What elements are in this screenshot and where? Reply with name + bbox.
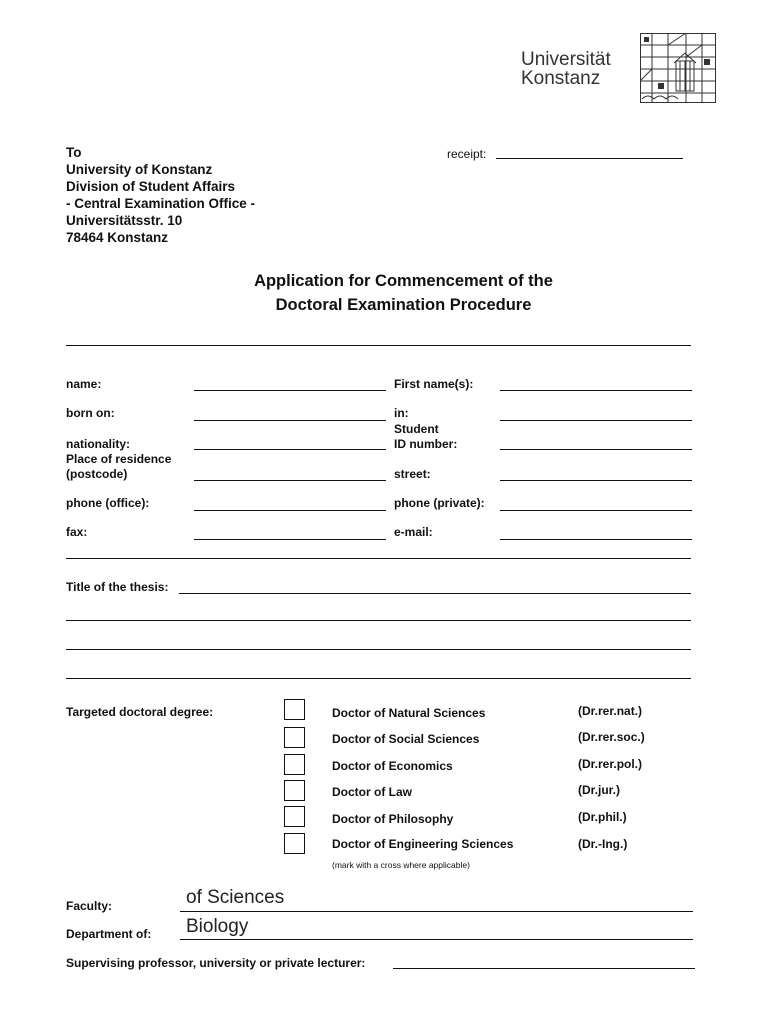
degree-abbr-engineering: (Dr.-Ing.)	[578, 837, 628, 851]
email-label: e-mail:	[394, 525, 433, 539]
address-university: University of Konstanz	[66, 162, 213, 177]
degree-option-philosophy: Doctor of Philosophy	[332, 812, 454, 826]
born-on-field[interactable]	[194, 420, 386, 421]
address-city: 78464 Konstanz	[66, 230, 169, 245]
degree-abbr-social-sciences: (Dr.rer.soc.)	[578, 730, 645, 744]
postcode-field[interactable]	[194, 480, 386, 481]
thesis-title-line-4[interactable]	[66, 678, 691, 679]
phone-private-field[interactable]	[500, 510, 692, 511]
university-logo-line1: Universität	[521, 49, 611, 70]
title-divider	[66, 345, 691, 346]
nationality-field[interactable]	[194, 449, 386, 450]
first-names-field[interactable]	[500, 390, 692, 391]
degree-option-economics: Doctor of Economics	[332, 759, 453, 773]
address-to: To	[66, 145, 82, 160]
address-division: Division of Student Affairs	[66, 179, 236, 194]
phone-office-label: phone (office):	[66, 496, 150, 510]
faculty-value[interactable]: of Sciences	[186, 887, 285, 908]
student-id-label-line2: ID number:	[394, 437, 458, 451]
department-field[interactable]	[180, 939, 693, 940]
degree-abbr-law: (Dr.jur.)	[578, 783, 621, 797]
degree-option-natural-sciences: Doctor of Natural Sciences	[332, 706, 486, 720]
name-label: name:	[66, 377, 102, 391]
degree-option-engineering: Doctor of Engineering Sciences	[332, 837, 514, 851]
faculty-field[interactable]	[180, 911, 693, 912]
fax-field[interactable]	[194, 539, 386, 540]
faculty-label: Faculty:	[66, 899, 113, 913]
phone-office-field[interactable]	[194, 510, 386, 511]
thesis-title-line-2[interactable]	[66, 620, 691, 621]
thesis-title-line-3[interactable]	[66, 649, 691, 650]
address-office: - Central Examination Office -	[66, 196, 256, 211]
degree-checkbox-engineering[interactable]	[284, 833, 305, 854]
degree-abbr-natural-sciences: (Dr.rer.nat.)	[578, 704, 643, 718]
degree-checkbox-economics[interactable]	[284, 754, 305, 775]
degree-label: Targeted doctoral degree:	[66, 705, 214, 719]
thesis-title-label: Title of the thesis:	[66, 580, 169, 594]
degree-checkbox-social-sciences[interactable]	[284, 727, 305, 748]
supervisor-field[interactable]	[393, 968, 695, 969]
student-id-label-line1: Student	[394, 422, 439, 436]
degree-abbr-philosophy: (Dr.phil.)	[578, 810, 627, 824]
name-field[interactable]	[194, 390, 386, 391]
section-divider	[66, 558, 691, 559]
form-title-line2: Doctoral Examination Procedure	[275, 296, 532, 314]
degree-checkbox-law[interactable]	[284, 780, 305, 801]
first-names-label: First name(s):	[394, 377, 474, 391]
supervisor-label: Supervising professor, university or private lecturer:	[66, 956, 366, 970]
degree-checkbox-philosophy[interactable]	[284, 806, 305, 827]
university-logo-icon	[640, 33, 716, 103]
degree-checkbox-natural-sciences[interactable]	[284, 699, 305, 720]
fax-label: fax:	[66, 525, 88, 539]
university-logo-line2: Konstanz	[521, 68, 601, 89]
street-label: street:	[394, 467, 431, 481]
form-title-line1: Application for Commencement of the	[254, 272, 553, 290]
born-on-label: born on:	[66, 406, 115, 420]
birthplace-label: in:	[394, 406, 409, 420]
degree-option-law: Doctor of Law	[332, 785, 412, 799]
street-field[interactable]	[500, 480, 692, 481]
address-street: Universitätsstr. 10	[66, 213, 183, 228]
nationality-label: nationality:	[66, 437, 131, 451]
degree-abbr-economics: (Dr.rer.pol.)	[578, 757, 643, 771]
birthplace-field[interactable]	[500, 420, 692, 421]
email-field[interactable]	[500, 539, 692, 540]
receipt-field[interactable]	[496, 158, 683, 159]
thesis-title-field[interactable]	[179, 593, 691, 594]
degree-option-social-sciences: Doctor of Social Sciences	[332, 732, 480, 746]
degree-note: (mark with a cross where applicable)	[332, 860, 470, 870]
department-label: Department of:	[66, 927, 152, 941]
department-value[interactable]: Biology	[186, 916, 249, 937]
residence-label-line2: (postcode)	[66, 467, 128, 481]
receipt-label: receipt:	[447, 147, 487, 161]
student-id-field[interactable]	[500, 449, 692, 450]
residence-label-line1: Place of residence	[66, 452, 172, 466]
phone-private-label: phone (private):	[394, 496, 485, 510]
